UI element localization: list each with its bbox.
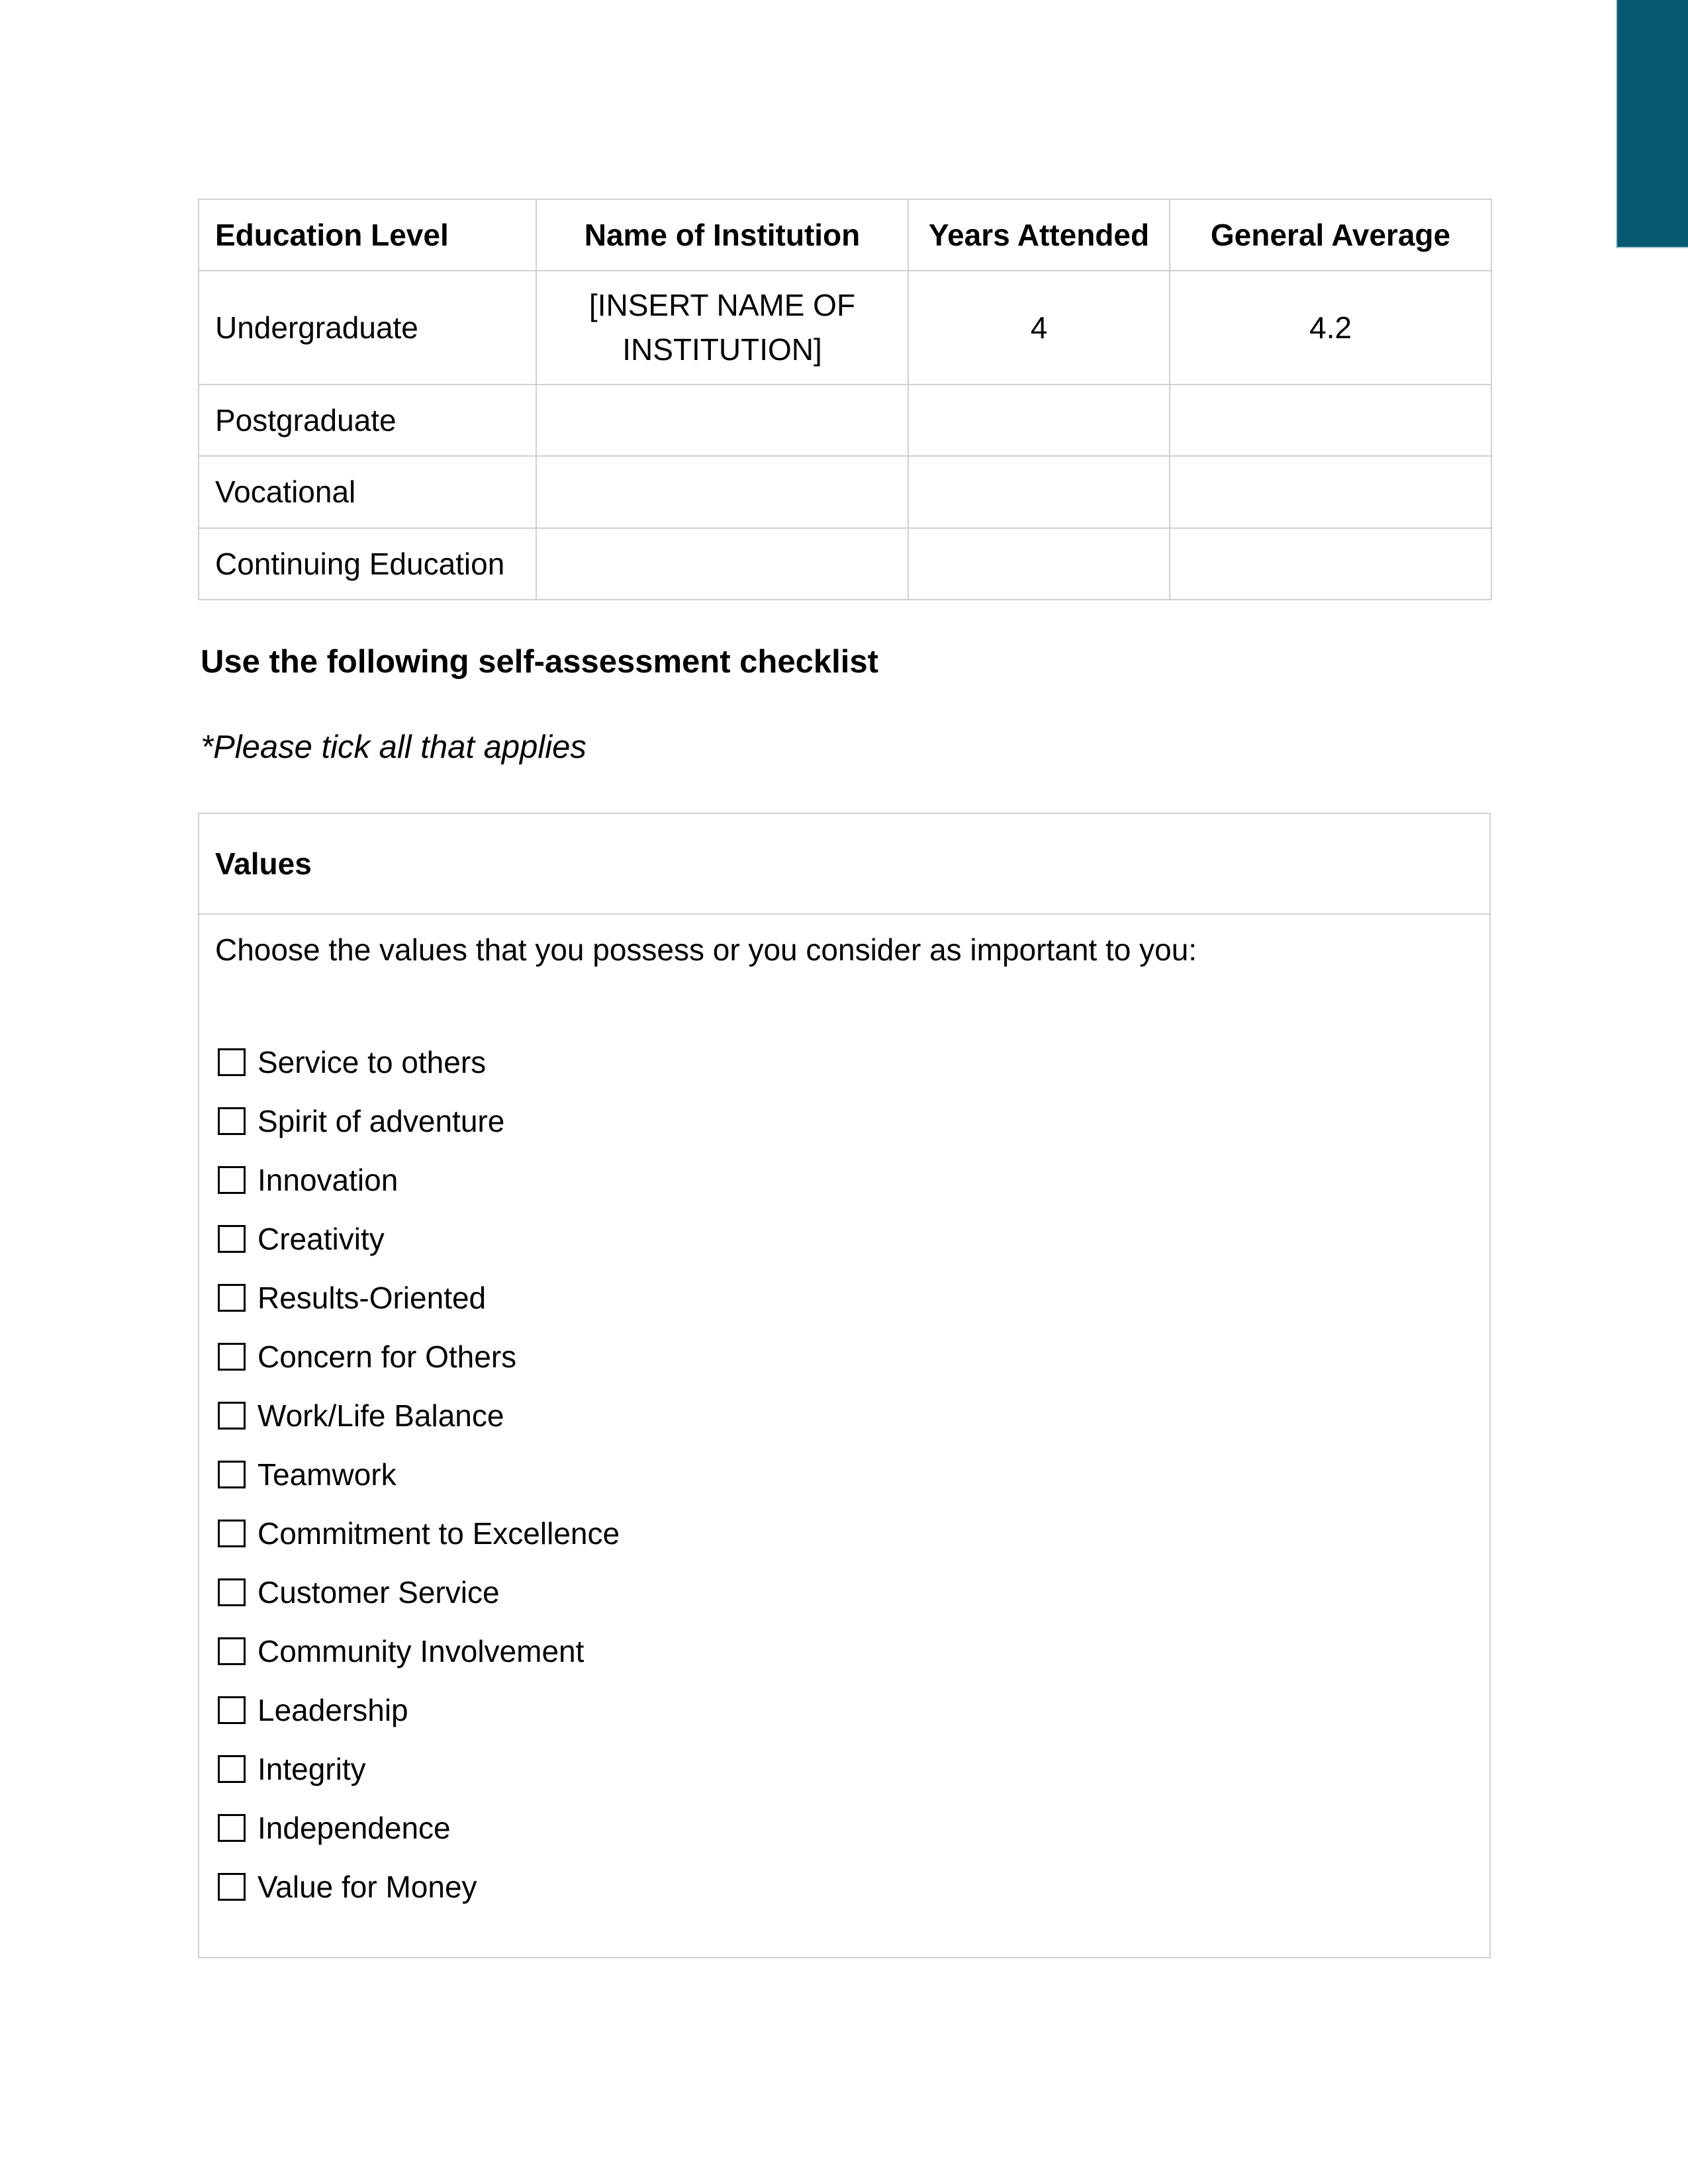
values-header-row <box>199 813 1490 914</box>
checklist-item <box>215 1091 1474 1150</box>
education-table-header-row <box>199 199 1491 271</box>
checklist-item <box>215 1563 1474 1621</box>
checkbox-icon[interactable] <box>218 1755 246 1783</box>
cell-general-average: 4.2 <box>1170 271 1491 385</box>
cell-general-average <box>1170 385 1491 456</box>
checklist-item <box>215 1798 1474 1857</box>
cell-institution: [INSERT NAME OF INSTITUTION] <box>536 271 908 385</box>
cell-education-level: Vocational <box>199 456 536 528</box>
cell-education-level: Undergraduate <box>199 271 536 385</box>
checkbox-icon[interactable] <box>218 1166 246 1194</box>
checkbox-icon[interactable] <box>218 1520 246 1547</box>
checklist-item <box>215 1680 1474 1739</box>
checklist-item <box>215 1504 1474 1563</box>
checklist-item <box>215 1386 1474 1445</box>
checklist-item-label: Creativity <box>258 1221 385 1256</box>
values-checklist <box>215 1032 1474 1916</box>
checkbox-icon[interactable] <box>218 1048 246 1076</box>
checklist-item-label: Customer Service <box>258 1574 500 1610</box>
cell-education-level: Continuing Education <box>199 528 536 600</box>
checklist-item-label: Innovation <box>258 1162 399 1197</box>
checklist-item <box>215 1150 1474 1209</box>
checklist-item-label: Spirit of adventure <box>258 1103 505 1138</box>
values-title: Values <box>199 813 1490 914</box>
page-corner-accent <box>1616 0 1688 248</box>
checklist-item <box>215 1268 1474 1327</box>
tick-all-note: *Please tick all that applies <box>201 729 586 765</box>
checklist-item-label: Teamwork <box>258 1457 397 1492</box>
cell-years-attended: 4 <box>908 271 1170 385</box>
cell-institution <box>536 528 908 600</box>
table-row <box>199 385 1491 456</box>
checkbox-icon[interactable] <box>218 1637 246 1665</box>
checkbox-icon[interactable] <box>218 1343 246 1371</box>
checkbox-icon[interactable] <box>218 1814 246 1842</box>
checklist-instruction-heading: Use the following self-assessment checklist <box>201 644 878 680</box>
checklist-item-label: Community Involvement <box>258 1633 585 1668</box>
checkbox-icon[interactable] <box>218 1402 246 1430</box>
checkbox-icon[interactable] <box>218 1107 246 1135</box>
cell-education-level: Postgraduate <box>199 385 536 456</box>
checklist-item <box>215 1445 1474 1504</box>
values-prompt: Choose the values that you possess or you consider as important to you: <box>215 933 1197 967</box>
cell-institution <box>536 456 908 528</box>
values-body-row <box>199 914 1490 1958</box>
checkbox-icon[interactable] <box>218 1873 246 1901</box>
cell-general-average <box>1170 456 1491 528</box>
checklist-item-label: Integrity <box>258 1751 366 1786</box>
checklist-item-label: Work/Life Balance <box>258 1398 504 1433</box>
checklist-item-label: Independence <box>258 1810 451 1845</box>
checklist-item <box>215 1327 1474 1386</box>
checklist-item-label: Commitment to Excellence <box>258 1516 620 1551</box>
checklist-item <box>215 1209 1474 1268</box>
cell-years-attended <box>908 528 1170 600</box>
checklist-item <box>215 1739 1474 1798</box>
checkbox-icon[interactable] <box>218 1696 246 1724</box>
values-table <box>198 813 1491 1958</box>
checkbox-icon[interactable] <box>218 1578 246 1606</box>
cell-institution <box>536 385 908 456</box>
checkbox-icon[interactable] <box>218 1284 246 1312</box>
column-header-name-of-institution: Name of Institution <box>536 199 908 271</box>
column-header-years-attended: Years Attended <box>908 199 1170 271</box>
checklist-item <box>215 1032 1474 1091</box>
checklist-item-label: Value for Money <box>258 1869 477 1904</box>
column-header-education-level: Education Level <box>199 199 536 271</box>
cell-general-average <box>1170 528 1491 600</box>
table-row <box>199 456 1491 528</box>
checklist-item-label: Results-Oriented <box>258 1280 487 1315</box>
checklist-item-label: Concern for Others <box>258 1339 517 1374</box>
checkbox-icon[interactable] <box>218 1461 246 1488</box>
checklist-item-label: Service to others <box>258 1044 487 1079</box>
table-row <box>199 528 1491 600</box>
table-row <box>199 271 1491 385</box>
checklist-item <box>215 1857 1474 1916</box>
values-body-cell <box>199 914 1490 1958</box>
checkbox-icon[interactable] <box>218 1225 246 1253</box>
cell-years-attended <box>908 456 1170 528</box>
checklist-item <box>215 1621 1474 1680</box>
education-table <box>198 199 1492 600</box>
checklist-item-label: Leadership <box>258 1692 408 1727</box>
cell-years-attended <box>908 385 1170 456</box>
column-header-general-average: General Average <box>1170 199 1491 271</box>
